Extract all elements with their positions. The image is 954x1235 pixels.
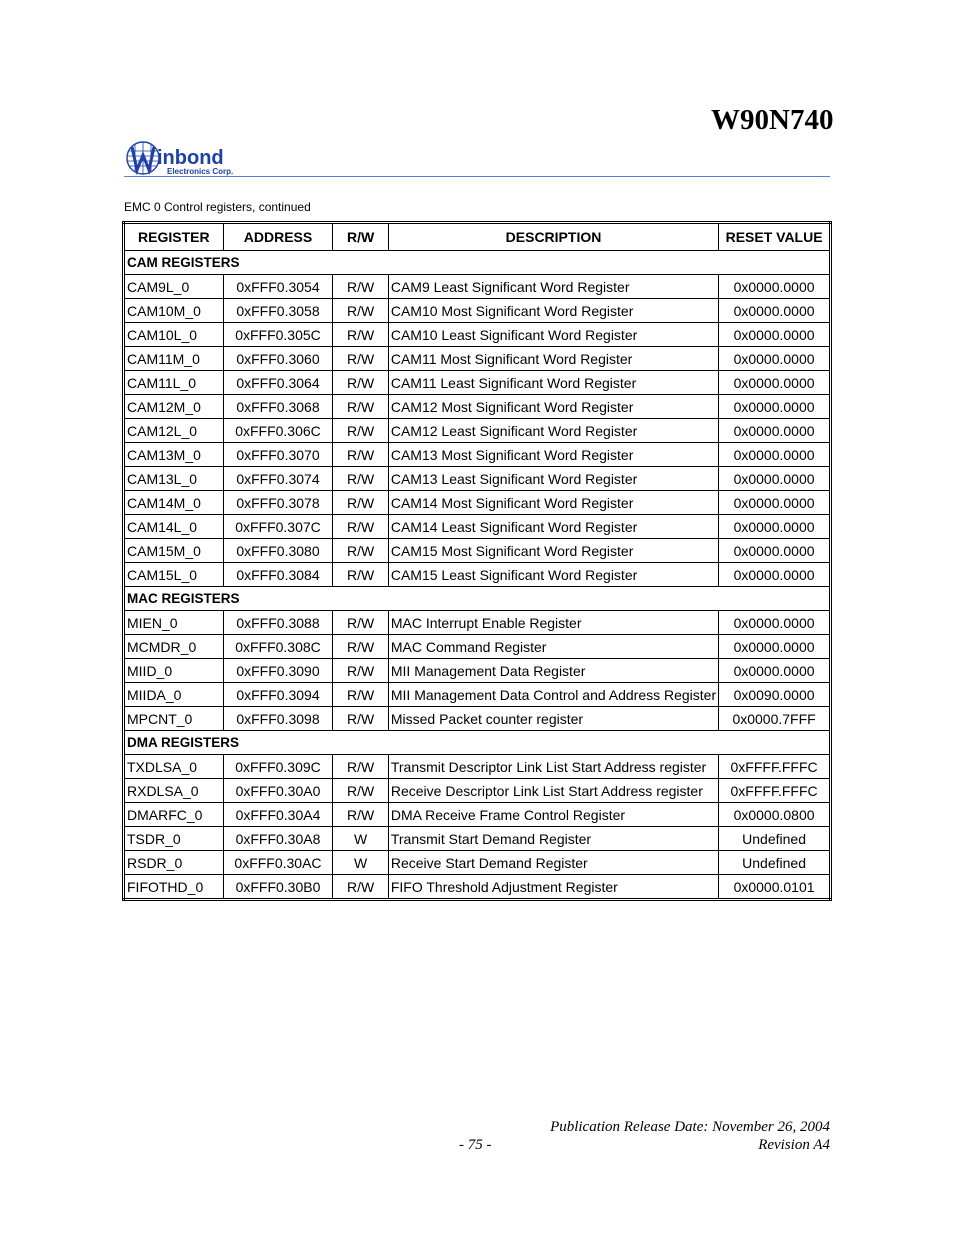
register-access: R/W <box>333 755 389 779</box>
table-body <box>124 251 831 900</box>
register-description: CAM14 Most Significant Word Register <box>388 491 718 515</box>
register-access: R/W <box>333 491 389 515</box>
register-name: MCMDR_0 <box>124 635 224 659</box>
register-name: DMARFC_0 <box>124 803 224 827</box>
register-address: 0xFFF0.3078 <box>223 491 333 515</box>
table-row <box>124 779 831 803</box>
register-description: MII Management Data Control and Address Register <box>388 683 718 707</box>
register-name: RXDLSA_0 <box>124 779 224 803</box>
register-description: MAC Command Register <box>388 635 718 659</box>
register-description: Transmit Descriptor Link List Start Address register <box>388 755 718 779</box>
register-reset-value: 0x0000.0000 <box>719 491 831 515</box>
register-address: 0xFFF0.3084 <box>223 563 333 587</box>
register-description: Receive Start Demand Register <box>388 851 718 875</box>
register-access: R/W <box>333 299 389 323</box>
register-name: CAM12L_0 <box>124 419 224 443</box>
register-address: 0xFFF0.3098 <box>223 707 333 731</box>
register-description: MAC Interrupt Enable Register <box>388 611 718 635</box>
register-reset-value: 0x0000.0000 <box>719 395 831 419</box>
table-row <box>124 491 831 515</box>
table-row <box>124 419 831 443</box>
register-access: R/W <box>333 875 389 900</box>
register-reset-value: 0x0000.0101 <box>719 875 831 900</box>
table-row <box>124 611 831 635</box>
register-description: CAM10 Most Significant Word Register <box>388 299 718 323</box>
publication-release-date: Publication Release Date: November 26, 2004 <box>550 1119 830 1135</box>
register-address: 0xFFF0.3060 <box>223 347 333 371</box>
register-access: R/W <box>333 707 389 731</box>
col-register: REGISTER <box>124 223 224 251</box>
register-name: CAM10M_0 <box>124 299 224 323</box>
table-row <box>124 803 831 827</box>
register-description: FIFO Threshold Adjustment Register <box>388 875 718 900</box>
register-address: 0xFFF0.309C <box>223 755 333 779</box>
register-address: 0xFFF0.3068 <box>223 395 333 419</box>
register-address: 0xFFF0.30A4 <box>223 803 333 827</box>
register-reset-value: Undefined <box>719 851 831 875</box>
winbond-logo <box>125 139 255 179</box>
register-access: R/W <box>333 779 389 803</box>
register-access: R/W <box>333 395 389 419</box>
table-row <box>124 563 831 587</box>
register-address: 0xFFF0.3064 <box>223 371 333 395</box>
table-row <box>124 347 831 371</box>
register-address: 0xFFF0.3088 <box>223 611 333 635</box>
table-row <box>124 539 831 563</box>
register-access: R/W <box>333 371 389 395</box>
register-address: 0xFFF0.3074 <box>223 467 333 491</box>
register-access: R/W <box>333 443 389 467</box>
table-row <box>124 467 831 491</box>
register-address: 0xFFF0.30A8 <box>223 827 333 851</box>
register-name: MIIDA_0 <box>124 683 224 707</box>
table-row <box>124 443 831 467</box>
section-row <box>124 251 831 275</box>
register-reset-value: 0x0000.7FFF <box>719 707 831 731</box>
register-reset-value: 0x0000.0000 <box>719 323 831 347</box>
register-access: R/W <box>333 419 389 443</box>
register-address: 0xFFF0.3054 <box>223 275 333 299</box>
register-name: CAM12M_0 <box>124 395 224 419</box>
register-address: 0xFFF0.307C <box>223 515 333 539</box>
register-address: 0xFFF0.305C <box>223 323 333 347</box>
part-number: W90N740 <box>711 104 834 136</box>
register-description: CAM13 Least Significant Word Register <box>388 467 718 491</box>
register-address: 0xFFF0.306C <box>223 419 333 443</box>
register-address: 0xFFF0.3094 <box>223 683 333 707</box>
register-name: MPCNT_0 <box>124 707 224 731</box>
register-reset-value: Undefined <box>719 827 831 851</box>
register-name: CAM15L_0 <box>124 563 224 587</box>
register-name: MIID_0 <box>124 659 224 683</box>
register-description: Transmit Start Demand Register <box>388 827 718 851</box>
register-reset-value: 0x0000.0000 <box>719 563 831 587</box>
register-name: CAM15M_0 <box>124 539 224 563</box>
col-rw: R/W <box>333 223 389 251</box>
register-name: TXDLSA_0 <box>124 755 224 779</box>
register-address: 0xFFF0.3080 <box>223 539 333 563</box>
logo-sub-text: Electronics Corp. <box>167 167 234 176</box>
register-access: R/W <box>333 563 389 587</box>
register-access: R/W <box>333 659 389 683</box>
register-name: CAM11M_0 <box>124 347 224 371</box>
register-description: CAM15 Least Significant Word Register <box>388 563 718 587</box>
register-reset-value: 0x0000.0000 <box>719 275 831 299</box>
register-description: CAM9 Least Significant Word Register <box>388 275 718 299</box>
table-row <box>124 275 831 299</box>
register-description: DMA Receive Frame Control Register <box>388 803 718 827</box>
table-row <box>124 827 831 851</box>
table-row <box>124 755 831 779</box>
register-address: 0xFFF0.3058 <box>223 299 333 323</box>
register-reset-value: 0x0000.0000 <box>719 299 831 323</box>
register-name: CAM9L_0 <box>124 275 224 299</box>
register-description: CAM12 Most Significant Word Register <box>388 395 718 419</box>
register-address: 0xFFF0.3090 <box>223 659 333 683</box>
section-title: CAM REGISTERS <box>124 251 831 275</box>
table-row <box>124 371 831 395</box>
register-access: R/W <box>333 611 389 635</box>
register-address: 0xFFF0.30A0 <box>223 779 333 803</box>
register-access: R/W <box>333 275 389 299</box>
register-name: TSDR_0 <box>124 827 224 851</box>
col-address: ADDRESS <box>223 223 333 251</box>
register-reset-value: 0x0090.0000 <box>719 683 831 707</box>
register-description: CAM12 Least Significant Word Register <box>388 419 718 443</box>
register-name: CAM14L_0 <box>124 515 224 539</box>
register-address: 0xFFF0.308C <box>223 635 333 659</box>
register-description: CAM14 Least Significant Word Register <box>388 515 718 539</box>
register-name: CAM11L_0 <box>124 371 224 395</box>
col-description: DESCRIPTION <box>388 223 718 251</box>
register-reset-value: 0x0000.0000 <box>719 539 831 563</box>
register-description: CAM11 Least Significant Word Register <box>388 371 718 395</box>
register-access: R/W <box>333 683 389 707</box>
table-caption: EMC 0 Control registers, continued <box>124 200 311 214</box>
register-access: R/W <box>333 467 389 491</box>
section-title: DMA REGISTERS <box>124 731 831 755</box>
register-access: R/W <box>333 803 389 827</box>
register-reset-value: 0x0000.0000 <box>719 371 831 395</box>
table-row <box>124 395 831 419</box>
table-row <box>124 659 831 683</box>
register-reset-value: 0x0000.0000 <box>719 515 831 539</box>
register-access: W <box>333 827 389 851</box>
table-row <box>124 707 831 731</box>
table-row <box>124 851 831 875</box>
register-description: CAM13 Most Significant Word Register <box>388 443 718 467</box>
register-reset-value: 0x0000.0000 <box>719 419 831 443</box>
register-address: 0xFFF0.30AC <box>223 851 333 875</box>
winbond-logo-graphic <box>125 139 255 179</box>
table-row <box>124 683 831 707</box>
register-name: CAM10L_0 <box>124 323 224 347</box>
register-access: R/W <box>333 635 389 659</box>
register-name: CAM13L_0 <box>124 467 224 491</box>
table-row <box>124 299 831 323</box>
register-reset-value: 0xFFFF.FFFC <box>719 755 831 779</box>
logo-brand-text: inbond <box>157 147 224 169</box>
register-description: CAM11 Most Significant Word Register <box>388 347 718 371</box>
register-address: 0xFFF0.30B0 <box>223 875 333 900</box>
table-header-row <box>124 223 831 251</box>
register-name: CAM13M_0 <box>124 443 224 467</box>
register-name: RSDR_0 <box>124 851 224 875</box>
register-reset-value: 0x0000.0000 <box>719 611 831 635</box>
register-description: MII Management Data Register <box>388 659 718 683</box>
register-reset-value: 0xFFFF.FFFC <box>719 779 831 803</box>
header-rule <box>124 176 830 177</box>
register-description: Missed Packet counter register <box>388 707 718 731</box>
section-row <box>124 731 831 755</box>
register-reset-value: 0x0000.0000 <box>719 659 831 683</box>
col-reset-value: RESET VALUE <box>719 223 831 251</box>
register-access: R/W <box>333 347 389 371</box>
page-number: - 75 - <box>459 1137 492 1153</box>
table-row <box>124 635 831 659</box>
table-row <box>124 875 831 900</box>
register-address: 0xFFF0.3070 <box>223 443 333 467</box>
register-name: CAM14M_0 <box>124 491 224 515</box>
register-reset-value: 0x0000.0800 <box>719 803 831 827</box>
register-reset-value: 0x0000.0000 <box>719 467 831 491</box>
register-description: CAM10 Least Significant Word Register <box>388 323 718 347</box>
revision: Revision A4 <box>758 1137 830 1153</box>
register-access: R/W <box>333 323 389 347</box>
table-row <box>124 515 831 539</box>
register-access: R/W <box>333 539 389 563</box>
register-name: MIEN_0 <box>124 611 224 635</box>
register-access: W <box>333 851 389 875</box>
register-description: Receive Descriptor Link List Start Address register <box>388 779 718 803</box>
table-row <box>124 323 831 347</box>
register-name: FIFOTHD_0 <box>124 875 224 900</box>
register-access: R/W <box>333 515 389 539</box>
register-reset-value: 0x0000.0000 <box>719 635 831 659</box>
register-description: CAM15 Most Significant Word Register <box>388 539 718 563</box>
register-reset-value: 0x0000.0000 <box>719 443 831 467</box>
section-title: MAC REGISTERS <box>124 587 831 611</box>
register-table <box>122 221 832 901</box>
section-row <box>124 587 831 611</box>
register-reset-value: 0x0000.0000 <box>719 347 831 371</box>
